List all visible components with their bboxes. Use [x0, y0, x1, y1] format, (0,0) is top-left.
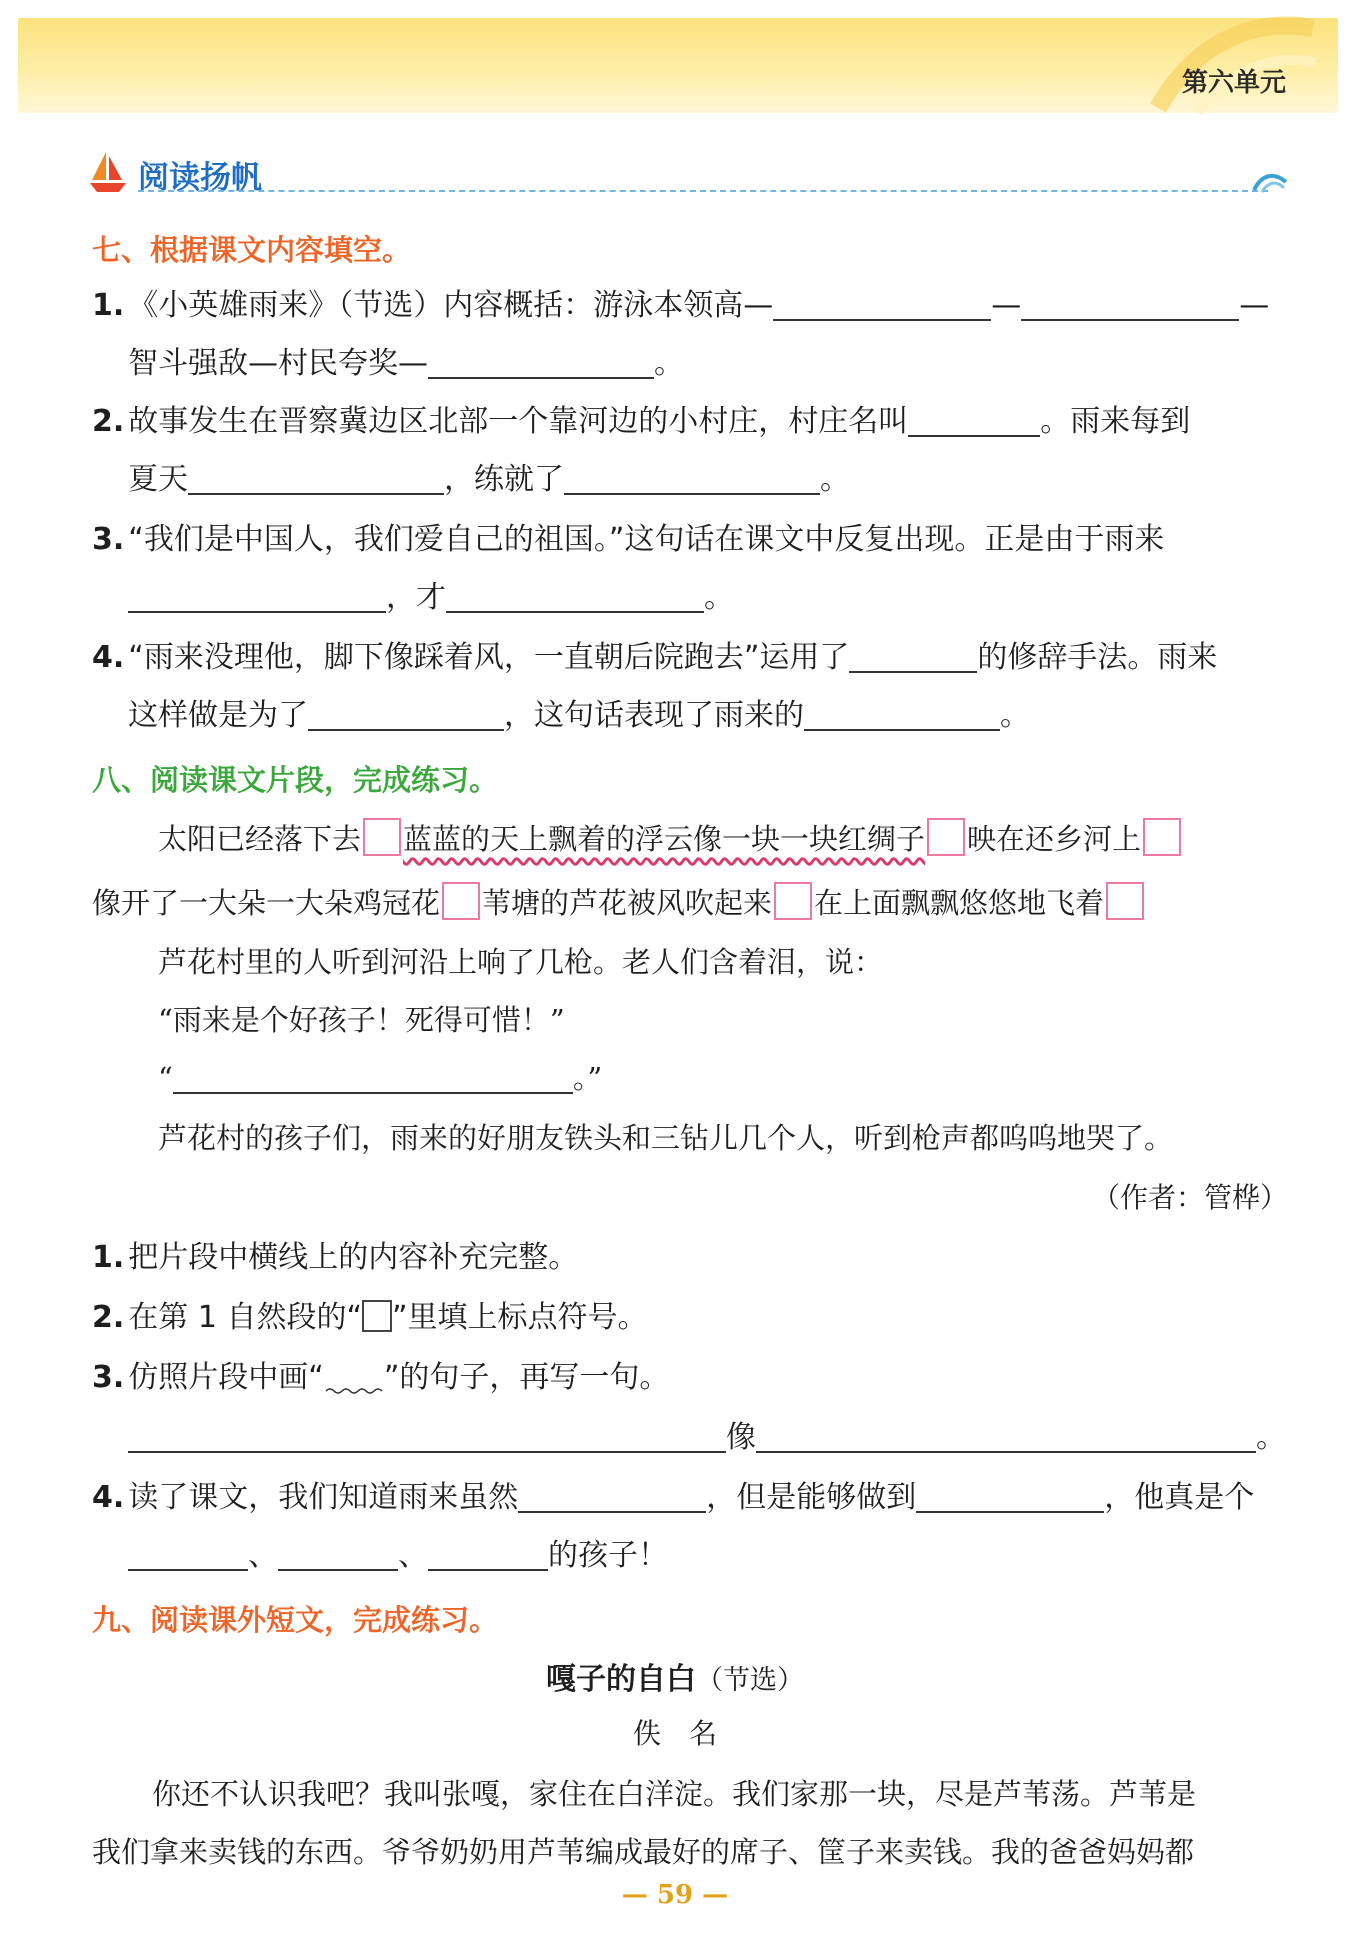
- punctuation-box[interactable]: [1106, 882, 1144, 920]
- header-band: [18, 18, 1338, 113]
- answer-blank[interactable]: [804, 697, 1000, 731]
- q8-task-2: 2. 在第 1 自然段的“ ”里填上标点符号。: [92, 1300, 648, 1335]
- passage-line-4: “雨来是个好孩子！死得可惜！”: [158, 1003, 565, 1037]
- q7-item-2-line1: 2. 故事发生在晋察冀边区北部一个靠河边的小村庄，村庄名叫 。雨来每到: [92, 404, 1191, 439]
- article-line-1: 你还不认识我吧？我叫张嘎，家住在白洋淀。我们家那一块，尽是芦苇荡。芦苇是: [152, 1777, 1197, 1811]
- answer-blank[interactable]: [128, 1419, 726, 1453]
- punctuation-box[interactable]: [1143, 818, 1181, 856]
- answer-blank[interactable]: [428, 1537, 548, 1571]
- sail-icon: [88, 150, 128, 194]
- q7-item-3-line2: ，才 。: [92, 578, 1288, 618]
- q8-task-1: 1. 把片段中横线上的内容补充完整。: [92, 1240, 579, 1275]
- answer-blank[interactable]: [308, 697, 504, 731]
- q8-task-4-line1: 4. 读了课文，我们知道雨来虽然 ，但是能够做到 ，他真是个: [92, 1480, 1255, 1515]
- dashed-divider: [138, 190, 1268, 192]
- box-symbol-icon: [362, 1300, 392, 1332]
- answer-blank[interactable]: [518, 1479, 706, 1513]
- q8-task-3-answer: 像 。: [92, 1418, 1288, 1458]
- answer-blank[interactable]: [428, 345, 654, 379]
- wavy-sentence: 蓝蓝的天上飘着的浮云像一块一块红绸子: [403, 822, 926, 856]
- q8-task-3: 3. 仿照片段中画“ ”的句子，再写一句。: [92, 1360, 670, 1395]
- passage-line-6: 芦花村的孩子们，雨来的好朋友铁头和三钻儿几个人，听到枪声都呜呜地哭了。: [158, 1121, 1174, 1155]
- q7-title: 七、根据课文内容填空。: [92, 233, 412, 267]
- answer-blank[interactable]: [916, 1479, 1104, 1513]
- answer-blank[interactable]: [278, 1537, 398, 1571]
- answer-blank[interactable]: [173, 1060, 573, 1094]
- passage-author: （作者：管桦）: [1091, 1181, 1288, 1214]
- unit-label: 第六单元: [1181, 68, 1286, 98]
- punctuation-box[interactable]: [774, 882, 812, 920]
- section-header: [88, 150, 1288, 196]
- answer-blank[interactable]: [756, 1419, 1256, 1453]
- q7-item-1-line2: 智斗强敌—村民夸奖— 。: [128, 346, 684, 381]
- answer-blank[interactable]: [908, 403, 1040, 437]
- punctuation-box[interactable]: [363, 818, 401, 856]
- article-title: 嘎子的自白（节选）: [546, 1662, 804, 1697]
- q9-title: 九、阅读课外短文，完成练习。: [92, 1603, 499, 1637]
- wave-icon: [1252, 168, 1288, 194]
- page-number: — 59 —: [621, 1880, 729, 1910]
- answer-blank[interactable]: [446, 579, 704, 613]
- answer-blank[interactable]: [1021, 287, 1239, 321]
- answer-blank[interactable]: [128, 579, 386, 613]
- q8-title: 八、阅读课文片段，完成练习。: [92, 763, 499, 797]
- answer-blank[interactable]: [188, 461, 444, 495]
- article-line-2: 我们拿来卖钱的东西。爷爷奶奶用芦苇编成最好的席子、筐子来卖钱。我的爸爸妈妈都: [92, 1835, 1195, 1869]
- passage-line-5: “ 。”: [158, 1061, 603, 1095]
- section-title: 阅读扬帆: [138, 160, 262, 196]
- article-author: 佚 名: [632, 1717, 717, 1750]
- wavy-line-icon: [324, 1365, 384, 1395]
- passage-line-2: 像开了一大朵一大朵鸡冠花 苇塘的芦花被风吹起来 在上面飘飘悠悠地飞着: [92, 882, 1288, 923]
- passage-line-1: 太阳已经落下去 蓝蓝的天上飘着的浮云像一块一块红绸子 映在还乡河上: [158, 818, 1288, 859]
- q7-item-4-line1: 4. “雨来没理他，脚下像踩着风，一直朝后院跑去”运用了 的修辞手法。雨来: [92, 640, 1218, 675]
- q7-item-2-line2: 夏天 ，练就了 。: [128, 462, 850, 497]
- answer-blank[interactable]: [849, 639, 977, 673]
- answer-blank[interactable]: [564, 461, 820, 495]
- punctuation-box[interactable]: [927, 818, 965, 856]
- q7-item-3-line1: 3. “我们是中国人，我们爱自己的祖国。”这句话在课文中反复出现。正是由于雨来: [92, 522, 1165, 557]
- passage-line-3: 芦花村里的人听到河沿上响了几枪。老人们含着泪，说：: [158, 945, 884, 979]
- q7-item-4-line2: 这样做是为了 ，这句话表现了雨来的 。: [128, 698, 1030, 733]
- answer-blank[interactable]: [773, 287, 991, 321]
- q7-item-1-line1: 1. 《小英雄雨来》（节选）内容概括：游泳本领高— — —: [92, 288, 1270, 323]
- answer-blank[interactable]: [128, 1537, 248, 1571]
- q8-task-4-line2: 、 、 的孩子！: [92, 1536, 1288, 1576]
- punctuation-box[interactable]: [442, 882, 480, 920]
